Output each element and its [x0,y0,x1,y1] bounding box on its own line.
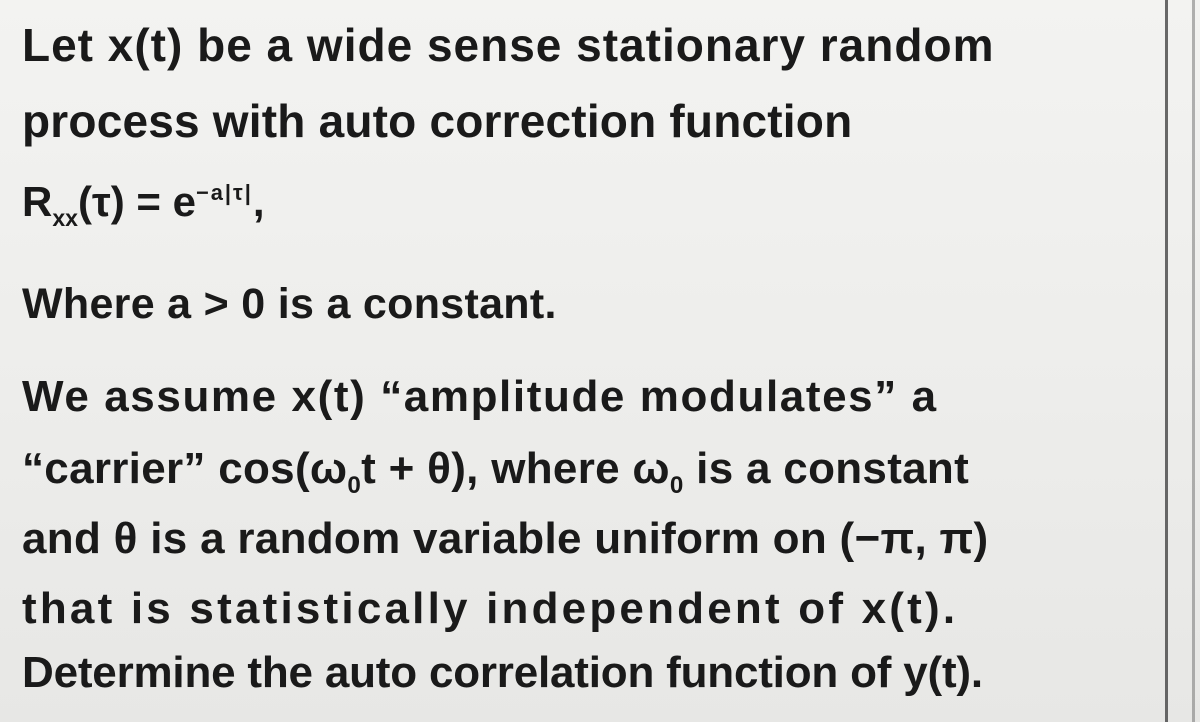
problem-line-6 [22,444,970,500]
formula-argument: (τ) = e [78,178,196,225]
problem-line-7: and θ is a random variable uniform on (−π, π) [22,514,989,563]
problem-line-5: We assume x(t) “amplitude modulates” a [22,372,938,421]
line6-part1: “carrier” cos(ω [22,444,348,493]
line6-subscript-1: 0 [347,472,362,500]
formula-symbol: R [22,178,53,225]
problem-line-4: Where a > 0 is a constant. [22,280,557,328]
line6-subscript-2: 0 [669,472,684,500]
page-edge-line [1192,0,1195,722]
formula-exponent: −a|τ| [195,180,253,206]
page-border-line [1165,0,1168,722]
line6-part3: is a constant [683,444,970,493]
problem-line-8: that is statistically independent of x(t). [22,584,959,633]
autocorrelation-formula [22,178,265,231]
line6-part2: t + θ), where ω [361,444,670,493]
problem-line-1: Let x(t) be a wide sense stationary random [22,19,995,71]
problem-line-2: process with auto correction function [22,95,853,147]
formula-subscript: xx [52,204,79,231]
problem-line-9: Determine the auto correlation function of y(t). [22,648,983,697]
formula-trailing-comma: , [252,178,265,225]
